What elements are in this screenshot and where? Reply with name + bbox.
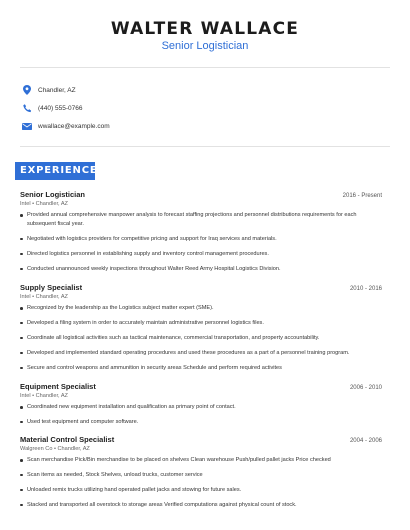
- contact-email: [20, 119, 110, 133]
- bullet-item: Unloaded remix trucks utilizing hand operated pallet jacks and stowing for future sales.: [20, 486, 382, 495]
- responsibilities-list: [20, 304, 382, 373]
- experience-entry: [20, 190, 382, 280]
- employer-location: Intel • Chandler, AZ: [20, 294, 68, 300]
- email-text[interactable]: wwallace@example.com: [38, 122, 110, 130]
- phone-icon: [20, 101, 34, 115]
- experience-entry: [20, 283, 382, 379]
- experience-entry: [20, 435, 382, 516]
- bullet-item: Provided annual comprehensive manpower analysis to forecast staffing projections and personnel distributions requirements for each subsequent fiscal year.: [20, 211, 382, 228]
- candidate-name: WALTER WALLACE: [110, 19, 300, 39]
- bullet-item: Recognized by the leadership as the Logistics subject matter expert (SME).: [20, 304, 382, 313]
- bullet-item: Directed logistics personnel in establishing supply and inventory control management procedures.: [20, 250, 382, 259]
- bullet-item: Scan items as needed, Stock Shelves, unload trucks, customer service: [20, 471, 382, 480]
- bullet-item: Developed a filing system in order to accurately maintain administrative personnel logistics files.: [20, 319, 382, 328]
- position-title: Material Control Specialist: [20, 435, 115, 444]
- employment-dates: 2004 - 2006: [349, 438, 382, 444]
- experience-entry: [20, 382, 382, 433]
- section-heading-experience: EXPERIENCE: [20, 165, 98, 176]
- position-title: Supply Specialist: [20, 283, 83, 292]
- position-title: Senior Logistician: [20, 190, 86, 199]
- position-title: Equipment Specialist: [20, 382, 96, 391]
- location-pin-icon: [20, 83, 34, 97]
- bullet-item: Used test equipment and computer software.: [20, 418, 382, 427]
- bullet-item: Negotiated with logistics providers for competitive pricing and support for Iraq services and materials.: [20, 235, 382, 244]
- contact-phone: [20, 101, 82, 115]
- responsibilities-list: [20, 456, 382, 510]
- job-title-subtitle: Senior Logistician: [161, 40, 249, 52]
- employment-dates: 2006 - 2010: [349, 385, 382, 391]
- email-icon: [20, 119, 34, 133]
- bullet-item: Coordinate all logistical activities such as tactical maintenance, commercial transportation, and property accountability.: [20, 334, 382, 343]
- contact-location: [20, 83, 76, 97]
- bullet-item: Developed and implemented standard operating procedures and used these procedures as a part of a personnel training program.: [20, 349, 382, 358]
- responsibilities-list: [20, 211, 382, 273]
- responsibilities-list: [20, 403, 382, 427]
- divider: [20, 67, 390, 68]
- phone-text[interactable]: (440) 555-0766: [38, 104, 83, 112]
- bullet-item: Scan merchandise Pick/Bin merchandise to be placed on shelves Clean warehouse Push/pulled pallet jacks Price checked: [20, 456, 382, 465]
- employer-location: Intel • Chandler, AZ: [20, 393, 68, 399]
- bullet-item: Coordinated new equipment installation and qualification as primary point of contact.: [20, 403, 382, 412]
- bullet-item: Stacked and transported all overstock to storage areas Verified computations against physical count of stock.: [20, 501, 382, 510]
- divider: [20, 146, 390, 147]
- employer-location: Walgreen Co • Chandler, AZ: [20, 446, 90, 452]
- employment-dates: 2010 - 2016: [349, 286, 382, 292]
- bullet-item: Conducted unannounced weekly inspections throughout Walter Reed Army Hospital Logistics Division.: [20, 265, 382, 274]
- employment-dates: 2016 - Present: [342, 193, 382, 199]
- bullet-item: Secure and control weapons and ammunition in security areas Schedule and perform required activites: [20, 364, 382, 373]
- location-text: Chandler, AZ: [38, 86, 76, 94]
- employer-location: Intel • Chandler, AZ: [20, 201, 68, 207]
